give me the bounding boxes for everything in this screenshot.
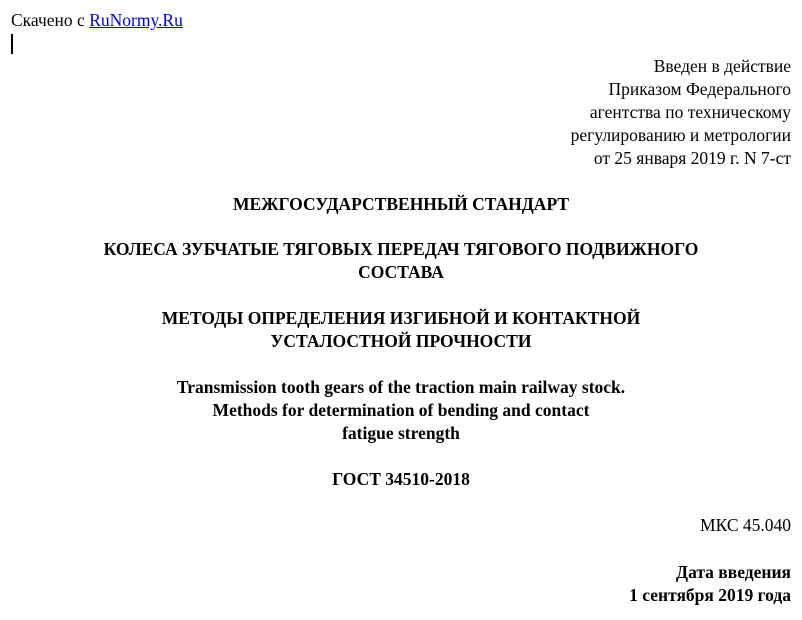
mks-code: МКС 45.040 (700, 515, 791, 535)
title-ru-line: КОЛЕСА ЗУБЧАТЫЕ ТЯГОВЫХ ПЕРЕДАЧ ТЯГОВОГО ПОДВИЖНОГО (103, 239, 699, 259)
intro-date-label: Дата введения (676, 562, 791, 582)
title-en-line: fatigue strength (342, 423, 460, 443)
title-en-line: Transmission tooth gears of the traction main railway stock. (176, 377, 626, 397)
download-source (11, 9, 183, 32)
subtitle-ru-line: МЕТОДЫ ОПРЕДЕЛЕНИЯ ИЗГИБНОЙ И КОНТАКТНОЙ (161, 308, 641, 328)
title-en-line: Methods for determination of bending and contact (212, 400, 590, 420)
gost-number: ГОСТ 34510-2018 (332, 469, 470, 489)
download-source-prefix: Скачено с (11, 10, 90, 30)
enactment-line: агентства по техническому (589, 102, 791, 122)
title-ru-line: СОСТАВА (358, 262, 444, 282)
enactment-line: регулированию и метрологии (570, 125, 791, 145)
intro-date-value: 1 сентября 2019 года (629, 585, 791, 605)
subtitle-ru-line: УСТАЛОСТНОЙ ПРОЧНОСТИ (270, 331, 532, 351)
enactment-line: Приказом Федерального (608, 79, 791, 99)
enactment-line: Введен в действие (653, 56, 791, 76)
enactment-line: от 25 января 2019 г. N 7-ст (593, 148, 791, 168)
standard-type-heading: МЕЖГОСУДАРСТВЕННЫЙ СТАНДАРТ (232, 194, 570, 214)
runormy-link[interactable]: RuNormy.Ru (89, 10, 183, 30)
text-cursor (11, 34, 13, 54)
